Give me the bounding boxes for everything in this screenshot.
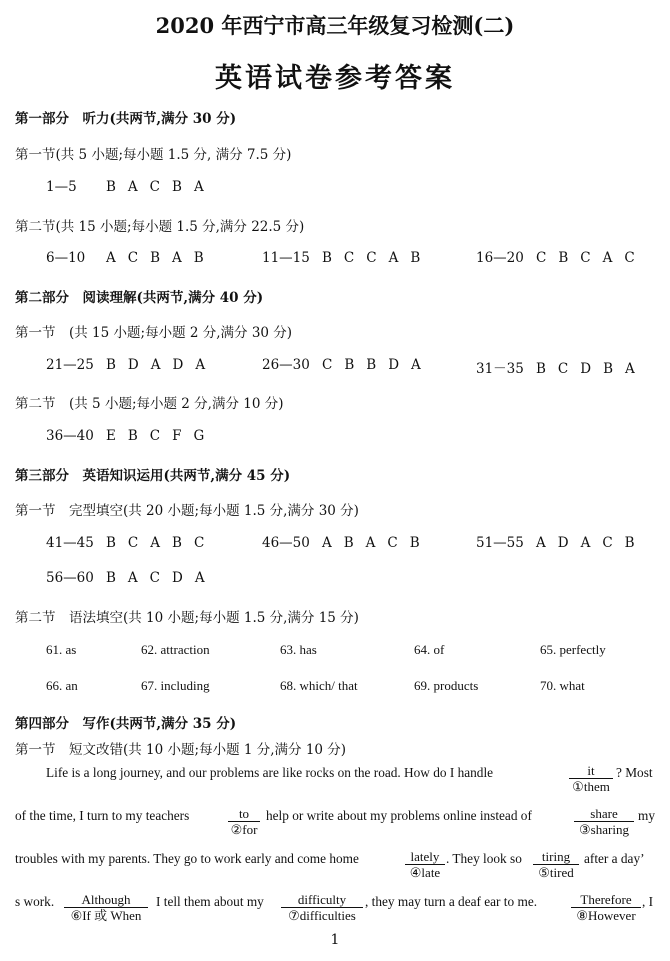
answer: C [193,535,205,551]
answer-group [46,250,216,266]
passage-text: s work. [15,894,55,909]
range-label: 31－35 [476,361,524,377]
answer: B [106,179,116,195]
answer-group [262,535,432,551]
range-label: 36—40 [46,428,94,444]
part4-sec1-heading: 第一节 短文改错(共 10 小题;每小题 1 分,满分 10 分) [15,742,347,758]
answer: C [149,179,161,195]
answer: B [409,535,420,551]
answer: A [625,361,635,377]
range-label: 11—15 [262,250,310,266]
part4-heading: 第四部分 写作(共两节,满分 35 分) [15,716,237,732]
correction-blank [228,806,260,838]
grammar-answer: 61. as [46,642,77,657]
passage-text: help or write about my problems online instead of [266,808,532,823]
answer: A [195,357,206,373]
range-label: 26—30 [262,357,310,373]
answer: C [624,250,635,266]
grammar-answer: 62. attraction [141,642,210,657]
answer: C [602,535,613,551]
answer: C [127,250,139,266]
answer: A [127,179,138,195]
correction-blank [533,849,579,881]
answer: E [106,428,116,444]
page-number: 1 [330,932,340,948]
grammar-answer: 64. of [414,642,445,657]
answer: B [172,535,182,551]
wrong-word: it [569,763,613,779]
range-label: 21—25 [46,357,94,373]
answer-group [262,357,433,373]
answer: B [150,250,161,266]
passage-text: ? Most [616,765,653,780]
part2-sec2-heading: 第二节 (共 5 小题;每小题 2 分,满分 10 分) [15,396,284,412]
answer: D [172,570,183,586]
range-label: 41—45 [46,535,94,551]
answer: C [149,428,161,444]
correction-blank [64,892,148,924]
answer: B [410,250,421,266]
answer: A [127,570,138,586]
correct-word: ⑥If 或 When [70,908,142,923]
grammar-answer: 63. has [280,642,317,657]
answer: F [172,428,182,444]
answer: B [624,535,635,551]
correct-word: ④late [409,865,441,880]
answer: B [106,535,116,551]
answer-group [46,570,217,586]
wrong-word: Although [64,892,148,908]
correct-word: ⑤tired [538,865,574,880]
passage-text: , they may turn a deaf ear to me. [365,894,538,909]
answer: D [388,357,400,373]
range-label: 51—55 [476,535,524,551]
correct-word: ①them [572,779,610,794]
answer-group [46,535,216,551]
answer: D [127,357,139,373]
part3-sec1-heading: 第一节 完型填空(共 20 小题;每小题 1.5 分,满分 30 分) [15,503,359,519]
correct-word: ⑧However [576,908,636,923]
answer: B [127,428,138,444]
part1-sec1-heading: 第一节(共 5 小题;每小题 1.5 分, 满分 7.5 分) [15,147,292,163]
correct-word: ⑦difficulties [288,908,356,923]
answer-group [476,250,635,266]
answer: B [193,250,204,266]
answer: C [343,250,355,266]
answer: A [194,570,205,586]
answer: C [387,535,398,551]
answer-group [46,357,217,373]
correction-blank [569,763,613,795]
answer: C [322,357,333,373]
part3-sec2-heading: 第二节 语法填空(共 10 小题;每小题 1.5 分,满分 15 分) [15,610,359,626]
grammar-answer: 65. perfectly [540,642,606,657]
correction-blank [405,849,445,881]
part3-heading: 第三部分 英语知识运用(共两节,满分 45 分) [15,468,291,484]
answer: A [193,179,204,195]
part2-sec1-heading: 第一节 (共 15 小题;每小题 2 分,满分 30 分) [15,325,293,341]
answer: B [172,179,182,195]
passage-text: . They look so [446,851,522,866]
answer: B [106,357,116,373]
range-label: 16—20 [476,250,524,266]
answer: B [536,361,546,377]
answer: A [322,535,332,551]
answer: B [343,535,354,551]
range-label: 1—5 [46,179,77,195]
answer: A [365,535,376,551]
answer: C [149,570,161,586]
answer: B [322,250,332,266]
grammar-answer: 70. what [540,678,585,693]
answer-group [476,535,635,551]
answer: C [580,250,591,266]
passage-text: , I [642,894,654,909]
answer: C [536,250,547,266]
exam-title: 2020 年西宁市高三年级复习检测(二) [155,13,515,38]
part1-heading: 第一部分 听力(共两节,满分 30 分) [15,111,237,127]
grammar-answer: 66. an [46,678,78,693]
answer: B [106,570,116,586]
answer: A [580,535,591,551]
passage-text: after a day’ [584,851,645,866]
answer: C [366,250,377,266]
answer-group [46,428,216,444]
wrong-word: tiring [533,849,579,865]
grammar-answer: 67. including [141,678,210,693]
answer: A [106,250,116,266]
range-label: 46—50 [262,535,310,551]
correction-blank [574,806,634,838]
answer: A [150,357,161,373]
answer: B [344,357,355,373]
grammar-answer: 68. which/ that [280,678,358,693]
answer: D [172,357,184,373]
range-label: 56—60 [46,570,94,586]
answer: A [150,535,161,551]
answer-group [46,179,216,195]
wrong-word: share [574,806,634,822]
answer: A [536,535,546,551]
answer: B [603,361,614,377]
part1-sec2-heading: 第二节(共 15 小题;每小题 1.5 分,满分 22.5 分) [15,219,305,235]
correction-blank [571,892,641,924]
passage-text: of the time, I turn to my teachers [15,808,190,823]
answer: C [127,535,139,551]
answer: G [193,428,205,444]
answer-key-title: 英语试卷参考答案 [215,63,455,94]
answer: A [602,250,613,266]
wrong-word: to [228,806,260,822]
answer: A [388,250,399,266]
correction-blank [281,892,363,924]
correct-word: ③sharing [579,822,629,837]
wrong-word: difficulty [281,892,363,908]
answer: D [580,361,592,377]
passage-text: my [638,808,655,823]
wrong-word: lately [405,849,445,865]
answer: A [172,250,182,266]
grammar-answer: 69. products [414,678,479,693]
range-label: 6—10 [46,250,86,266]
answer: A [411,357,421,373]
correct-word: ②for [230,822,258,837]
answer: B [558,250,569,266]
answer: D [557,535,569,551]
wrong-word: Therefore [571,892,641,908]
answer: B [366,357,377,373]
answer-group [476,357,635,377]
part2-heading: 第二部分 阅读理解(共两节,满分 40 分) [15,290,264,306]
answer-group [262,250,432,266]
passage-text: I tell them about my [156,894,264,909]
passage-text: troubles with my parents. They go to work early and come home [15,851,359,866]
passage-text: Life is a long journey, and our problems are like rocks on the road. How do I handle [46,765,494,780]
answer: C [557,361,569,377]
